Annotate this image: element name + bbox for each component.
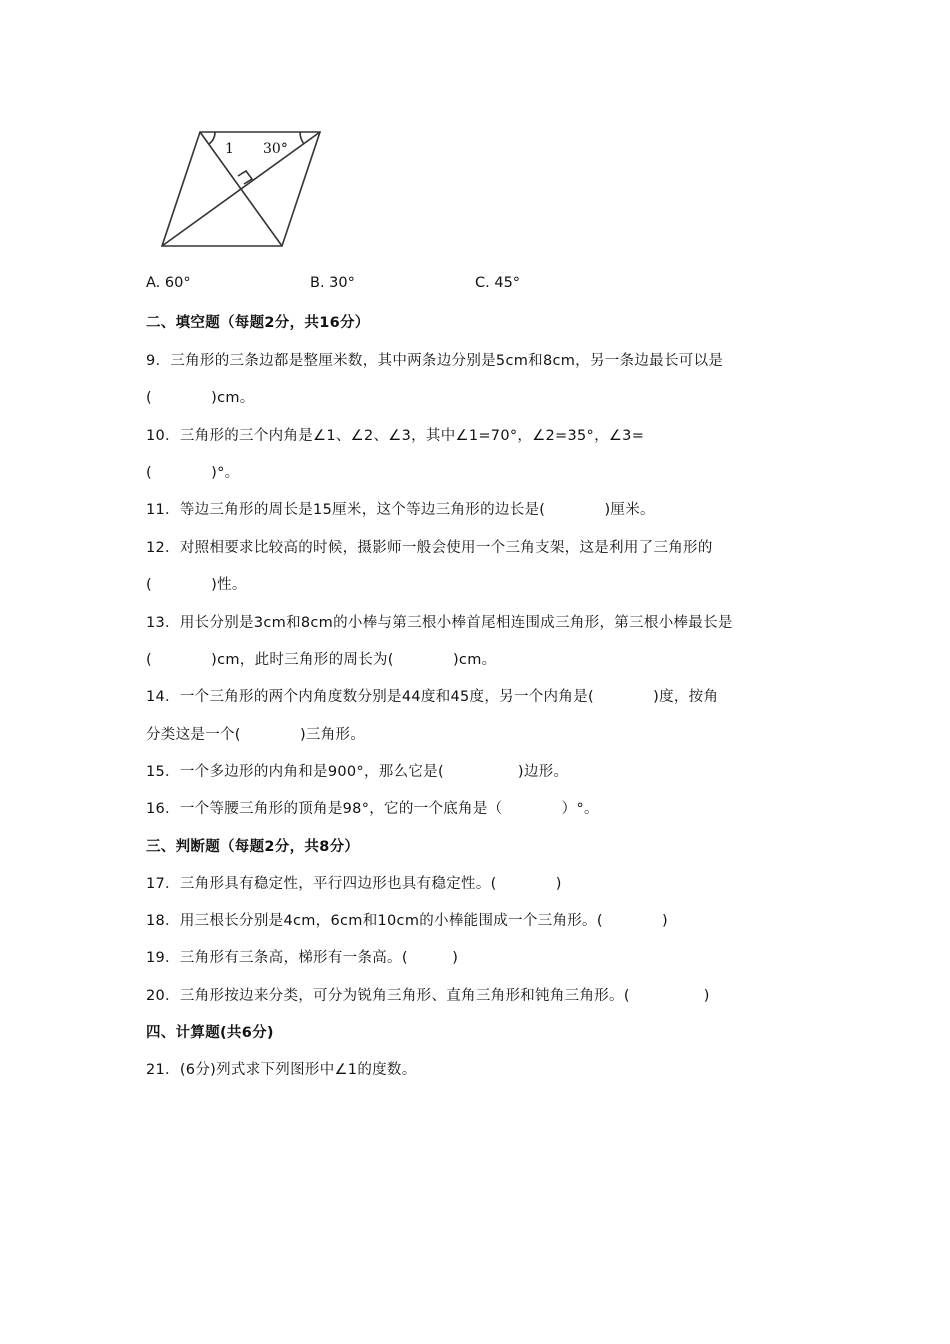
section-heading-true-false: 三、判断题（每题2分，共8分） (146, 839, 360, 855)
section-heading-calculation: 四、计算题(共6分) (146, 1025, 274, 1041)
question-12-cont: ( )性。 (146, 577, 247, 593)
q8-option-b: B. 30° (310, 275, 355, 291)
angle-1-arc (209, 132, 215, 144)
angle-30-label: 30° (263, 141, 288, 157)
question-17: 17．三角形具有稳定性，平行四边形也具有稳定性。( ) (146, 876, 562, 892)
question-12: 12．对照相要求比较高的时候，摄影师一般会使用一个三角支架，这是利用了三角形的 (146, 540, 713, 556)
question-11: 11．等边三角形的周长是15厘米，这个等边三角形的边长是( )厘米。 (146, 502, 655, 518)
question-10-cont: ( )°。 (146, 465, 240, 481)
question-15: 15．一个多边形的内角和是900°，那么它是( )边形。 (146, 764, 569, 780)
question-9-cont: ( )cm。 (146, 390, 255, 406)
question-21: 21．(6分)列式求下列图形中∠1的度数。 (146, 1062, 417, 1078)
parallelogram-figure (150, 122, 330, 257)
question-13-cont: ( )cm，此时三角形的周长为( )cm。 (146, 652, 497, 668)
question-9: 9．三角形的三条边都是整厘米数，其中两条边分别是5cm和8cm，另一条边最长可以是 (146, 353, 724, 369)
section-heading-fill-in: 二、填空题（每题2分，共16分） (146, 315, 370, 331)
angle-1-label: 1 (225, 141, 234, 157)
question-20: 20．三角形按边来分类，可分为锐角三角形、直角三角形和钝角三角形。( ) (146, 988, 710, 1004)
angle-30-arc (300, 132, 304, 144)
question-14-cont: 分类这是一个( )三角形。 (146, 727, 366, 743)
question-13: 13．用长分别是3cm和8cm的小棒与第三根小棒首尾相连围成三角形，第三根小棒最长是 (146, 615, 733, 631)
question-10: 10．三角形的三个内角是∠1、∠2、∠3，其中∠1=70°，∠2=35°，∠3= (146, 428, 645, 444)
question-18: 18．用三根长分别是4cm，6cm和10cm的小棒能围成一个三角形。( ) (146, 913, 668, 929)
q8-option-a: A. 60° (146, 275, 191, 291)
question-19: 19．三角形有三条高，梯形有一条高。( ) (146, 950, 459, 966)
q8-option-c: C. 45° (475, 275, 521, 291)
question-14: 14．一个三角形的两个内角度数分别是44度和45度，另一个内角是( )度，按角 (146, 689, 719, 705)
question-16: 16．一个等腰三角形的顶角是98°，它的一个底角是（ ）°。 (146, 801, 599, 817)
